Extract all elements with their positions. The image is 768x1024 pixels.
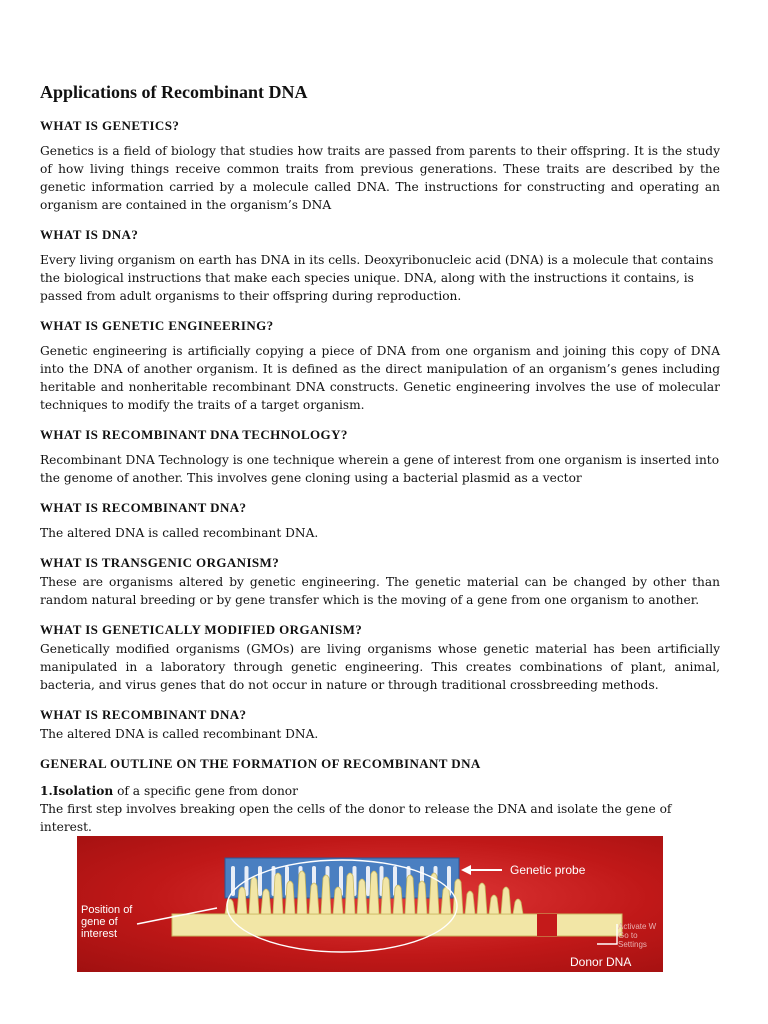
dna-peak	[513, 899, 523, 914]
watermark-line-1: Activate W	[618, 922, 657, 931]
section-body-recombinant-dna: The altered DNA is called recombinant DNA.	[40, 526, 319, 540]
step-isolation-label: 1.Isolation	[40, 784, 114, 798]
section-heading-recombinant-dna-2: WHAT IS RECOMBINANT DNA?	[40, 707, 247, 722]
dna-peak	[309, 883, 319, 914]
dna-peak	[405, 875, 415, 914]
position-label-line-2: gene of	[81, 916, 118, 928]
dna-peak	[381, 877, 391, 914]
section-heading-recombinant-dna: WHAT IS RECOMBINANT DNA?	[40, 500, 247, 515]
section-body-dna: Every living organism on earth has DNA in its cells. Deoxyribonucleic acid (DNA) is a molecule that contains the biological instructions that make each species unique. DNA, along with the instructions it contains, is passed from adult organisms to their offspring during reproduction.	[40, 253, 714, 303]
dna-peak	[273, 873, 283, 914]
activate-watermark	[618, 922, 663, 949]
section-heading-transgenic: WHAT IS TRANSGENIC ORGANISM?	[40, 555, 280, 570]
section-heading-dna: WHAT IS DNA?	[40, 227, 139, 242]
watermark-line-2: Go to Settings	[618, 931, 647, 949]
section-heading-gmo: WHAT IS GENETICALLY MODIFIED ORGANISM?	[40, 622, 363, 637]
section-body-gmo: Genetically modified organisms (GMOs) are living organisms whose genetic material has been artificially manipulated in a laboratory through genetic engineering. This creates combinations of plant, animal, bacteria, and virus genes that do not occur in nature or through traditional crossbreeding methods.	[40, 642, 720, 692]
dna-peak	[357, 879, 367, 914]
step-isolation-title: of a specific gene from donor	[113, 784, 298, 798]
section-body-recombinant-dna-2: The altered DNA is called recombinant DNA.	[40, 727, 319, 741]
dna-peak	[345, 873, 355, 914]
figure-artwork	[77, 836, 663, 972]
step-isolation-body: The first step involves breaking open the cells of the donor to release the DNA and isolate the gene of interest.	[40, 802, 672, 834]
section-heading-rdna-technology: WHAT IS RECOMBINANT DNA TECHNOLOGY?	[40, 427, 348, 442]
section-heading-genetic-engineering: WHAT IS GENETIC ENGINEERING?	[40, 318, 274, 333]
probe-tooth	[258, 866, 262, 896]
donor-dna-label: Donor DNA	[570, 955, 632, 969]
section-body-genetic-engineering: Genetic engineering is artificially copying a piece of DNA from one organism and joining this copy of DNA into the DNA of another organism. It is defined as the direct manipulation of an organism’s genes including heritable and nonheritable recombinant DNA constructs. Genetic engineering involves the use of molecular techniques to modify the traits of a target organism.	[40, 344, 720, 412]
document-title: Applications of Recombinant DNA	[40, 82, 308, 102]
dna-peak	[297, 871, 307, 914]
dna-peak	[465, 891, 475, 914]
section-heading-general-outline: GENERAL OUTLINE ON THE FORMATION OF RECOMBINANT DNA	[40, 756, 481, 771]
dna-peak	[501, 887, 511, 914]
section-body-transgenic: These are organisms altered by genetic engineering. The genetic material can be changed by other than random natural breeding or by gene transfer which is the moving of a gene from one organism to another.	[40, 575, 720, 607]
donor-dna-figure	[77, 836, 663, 972]
section-body-rdna-technology: Recombinant DNA Technology is one technique wherein a gene of interest from one organism is inserted into the genome of another. This involves gene cloning using a bacterial plasmid as a vector	[40, 453, 720, 485]
document-content	[40, 82, 720, 849]
genetic-probe-label: Genetic probe	[510, 863, 586, 877]
probe-arrow-head	[461, 865, 471, 875]
dna-peak	[489, 895, 499, 914]
position-label-line-1: Position of	[81, 904, 133, 916]
dna-peak	[285, 881, 295, 914]
probe-tooth	[366, 866, 370, 896]
dna-peak	[321, 875, 331, 914]
dna-peak	[477, 883, 487, 914]
section-body-genetics: Genetics is a field of biology that studies how traits are passed from parents to their offspring. It is the study of how living things receive common traits from previous generations. These traits are described by the genetic information carried by a molecule called DNA. The instructions for constructing and operating an organism are contained in the organism’s DNA	[40, 144, 720, 212]
dna-gap	[537, 914, 557, 936]
dna-peak	[249, 877, 259, 914]
position-of-gene-label	[81, 904, 132, 940]
dna-peak	[417, 881, 427, 914]
dna-peak	[393, 885, 403, 914]
step-isolation	[40, 782, 720, 836]
section-heading-genetics: WHAT IS GENETICS?	[40, 118, 180, 133]
position-label-line-3: interest	[81, 928, 118, 940]
dna-peak	[369, 871, 379, 914]
